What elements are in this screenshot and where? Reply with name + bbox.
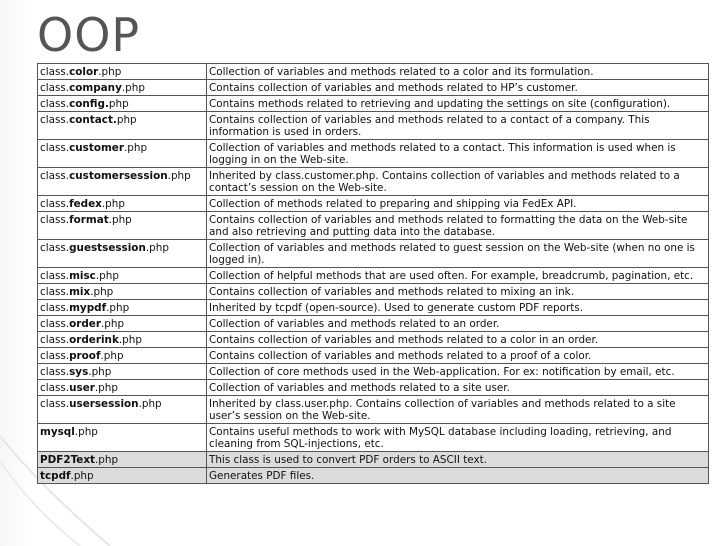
file-suffix: .php — [70, 470, 94, 482]
file-class-name: order — [69, 318, 101, 330]
file-class-name: orderink — [69, 334, 119, 346]
file-name-cell — [38, 316, 207, 332]
table-row — [38, 316, 709, 332]
table-row — [38, 452, 709, 468]
file-class-name: tcpdf — [40, 470, 71, 482]
file-prefix: class. — [40, 318, 70, 330]
table-row — [38, 468, 709, 484]
table-row — [38, 168, 709, 196]
file-name-cell — [38, 268, 207, 284]
table-row — [38, 424, 709, 452]
file-prefix: class. — [40, 350, 70, 362]
file-suffix: .php — [100, 350, 124, 362]
file-suffix: .php — [121, 82, 145, 94]
file-suffix: .php — [95, 270, 119, 282]
file-name-cell — [38, 452, 207, 468]
file-prefix: class. — [40, 398, 70, 410]
file-name-cell — [38, 140, 207, 168]
table-row — [38, 396, 709, 424]
table-row — [38, 196, 709, 212]
file-suffix: .php — [123, 142, 148, 154]
table-row — [38, 332, 709, 348]
file-name-cell — [38, 96, 207, 112]
file-class-name: sys — [69, 366, 89, 378]
file-class-name: company — [69, 82, 122, 94]
file-prefix: class. — [40, 214, 70, 226]
table-row — [38, 96, 709, 112]
file-prefix: class. — [40, 66, 70, 78]
file-suffix: .php — [90, 286, 114, 298]
description-cell: Contains collection of variables and methods related to a color in an order. — [207, 332, 709, 348]
description-cell: Inherited by class.user.php. Contains collection of variables and methods related to a site user’s session on the Web-site. — [207, 396, 709, 424]
file-prefix: class. — [40, 198, 70, 210]
table-row — [38, 112, 709, 140]
description-cell: Contains collection of variables and methods related to a proof of a color. — [207, 348, 709, 364]
class-file-table-body — [38, 64, 709, 484]
file-prefix: class. — [40, 334, 70, 346]
description-cell: Contains collection of variables and methods related to mixing an ink. — [207, 284, 709, 300]
table-row — [38, 268, 709, 284]
file-suffix: .php — [118, 334, 142, 346]
file-class-name: user — [69, 382, 95, 394]
file-prefix: class. — [40, 82, 70, 94]
description-cell: Collection of methods related to preparing and shipping via FedEx API. — [207, 196, 709, 212]
file-name-cell — [38, 424, 207, 452]
file-class-name: usersession — [69, 398, 139, 410]
file-prefix: class. — [40, 114, 70, 126]
table-row — [38, 140, 709, 168]
file-prefix: class. — [40, 286, 70, 298]
description-cell: Contains methods related to retrieving and updating the settings on site (configuration). — [207, 96, 709, 112]
file-name-cell — [38, 332, 207, 348]
file-name-cell — [38, 348, 207, 364]
file-name-cell — [38, 112, 207, 140]
file-prefix: class. — [40, 98, 70, 110]
file-class-name: proof — [69, 350, 101, 362]
description-cell: Collection of helpful methods that are used often. For example, breadcrumb, pagination, etc. — [207, 268, 709, 284]
file-suffix: php — [116, 114, 137, 126]
file-class-name: config. — [69, 98, 109, 110]
file-name-cell — [38, 240, 207, 268]
file-name-cell — [38, 168, 207, 196]
file-class-name: contact. — [69, 114, 117, 126]
file-class-name: customer — [69, 142, 124, 154]
file-prefix: class. — [40, 270, 70, 282]
table-row — [38, 212, 709, 240]
description-cell: This class is used to convert PDF orders to ASCII text. — [207, 452, 709, 468]
file-suffix: .php — [95, 454, 119, 466]
file-name-cell — [38, 380, 207, 396]
file-class-name: mysql — [40, 426, 75, 438]
description-cell: Collection of variables and methods related to a color and its formulation. — [207, 64, 709, 80]
description-cell: Generates PDF files. — [207, 468, 709, 484]
file-suffix: .php — [145, 242, 169, 254]
file-class-name: misc — [69, 270, 96, 282]
description-cell: Contains collection of variables and methods related to formatting the data on the Web-site and also retrieving and putting data into the database. — [207, 212, 709, 240]
description-cell: Collection of core methods used in the Web-application. For ex: notification by email, etc. — [207, 364, 709, 380]
file-class-name: customersession — [69, 170, 168, 182]
file-prefix: class. — [40, 242, 70, 254]
file-prefix: class. — [40, 382, 70, 394]
file-suffix: .php — [88, 366, 112, 378]
table-row — [38, 240, 709, 268]
table-row — [38, 284, 709, 300]
description-cell: Inherited by tcpdf (open-source). Used to generate custom PDF reports. — [207, 300, 709, 316]
file-class-name: color — [69, 66, 99, 78]
file-suffix: .php — [106, 302, 130, 314]
description-cell: Collection of variables and methods related to an order. — [207, 316, 709, 332]
description-cell: Contains collection of variables and methods related to HP’s customer. — [207, 80, 709, 96]
file-name-cell — [38, 212, 207, 240]
file-prefix: class. — [40, 142, 70, 154]
description-cell: Collection of variables and methods related to a site user. — [207, 380, 709, 396]
file-suffix: .php — [74, 426, 98, 438]
file-suffix: php — [108, 98, 129, 110]
file-class-name: guestsession — [69, 242, 146, 254]
file-class-name: fedex — [69, 198, 102, 210]
file-name-cell — [38, 300, 207, 316]
file-suffix: .php — [94, 382, 118, 394]
file-name-cell — [38, 64, 207, 80]
slide-title: OOP — [37, 8, 141, 62]
file-name-cell — [38, 284, 207, 300]
table-row — [38, 80, 709, 96]
table-row — [38, 348, 709, 364]
description-cell: Inherited by class.customer.php. Contains collection of variables and methods related to a contact’s session on the Web-site. — [207, 168, 709, 196]
file-class-name: format — [69, 214, 109, 226]
file-class-name: mix — [69, 286, 91, 298]
file-suffix: .php — [108, 214, 132, 226]
file-prefix: class. — [40, 302, 70, 314]
file-name-cell — [38, 80, 207, 96]
file-prefix: class. — [40, 170, 70, 182]
table-row — [38, 64, 709, 80]
file-suffix: .php — [100, 318, 125, 330]
file-name-cell — [38, 468, 207, 484]
table-row — [38, 380, 709, 396]
description-cell: Contains collection of variables and methods related to a contact of a company. This information is used in orders. — [207, 112, 709, 140]
file-prefix: class. — [40, 366, 70, 378]
class-file-table — [37, 63, 709, 484]
file-class-name: PDF2Text — [40, 454, 95, 466]
table-row — [38, 300, 709, 316]
file-suffix: .php — [101, 198, 125, 210]
file-class-name: mypdf — [69, 302, 107, 314]
file-name-cell — [38, 396, 207, 424]
file-name-cell — [38, 196, 207, 212]
description-cell: Collection of variables and methods related to a contact. This information is used when is logging in on the Web-site. — [207, 140, 709, 168]
file-suffix: .php — [167, 170, 191, 182]
file-suffix: .php — [138, 398, 162, 410]
description-cell: Contains useful methods to work with MySQL database including loading, retrieving, and cleaning from SQL-injections, etc. — [207, 424, 709, 452]
file-suffix: .php — [98, 66, 122, 78]
file-name-cell — [38, 364, 207, 380]
table-row — [38, 364, 709, 380]
description-cell: Collection of variables and methods related to guest session on the Web-site (when no one is logged in). — [207, 240, 709, 268]
